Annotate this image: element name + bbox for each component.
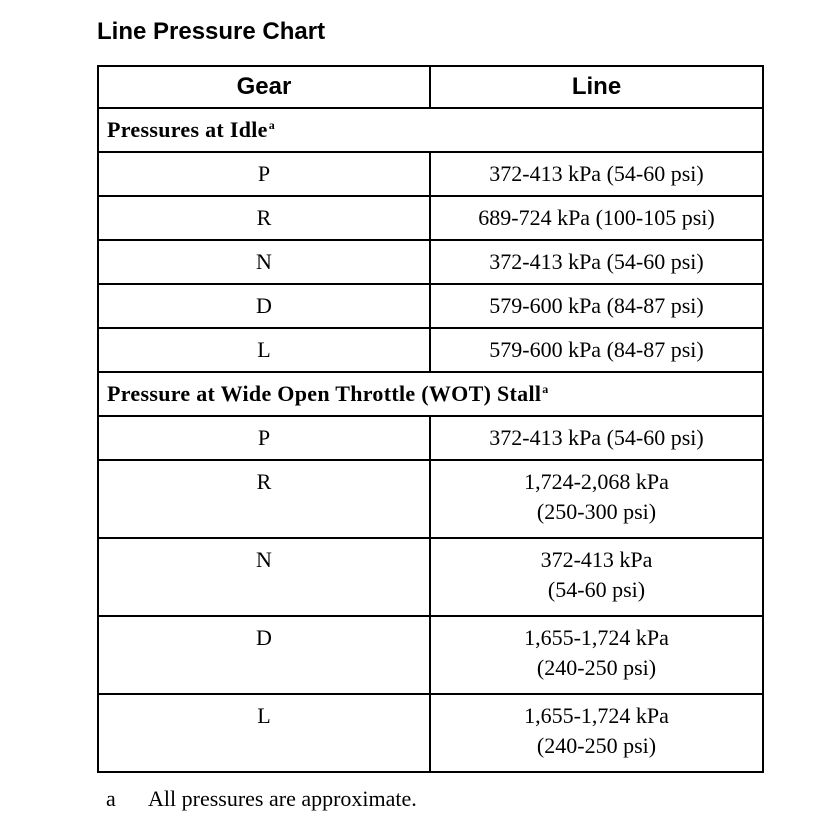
line-pressure-cell <box>430 694 763 772</box>
gear-cell: D <box>98 284 430 328</box>
table-body <box>98 108 763 772</box>
line-pressure-text: (240-250 psi) <box>536 655 657 680</box>
footnote-text: All pressures are approximate. <box>148 786 417 811</box>
footnote-mark: a <box>106 786 116 811</box>
gear-cell: N <box>98 240 430 284</box>
line-pressure-cell <box>430 284 763 328</box>
gear-cell: D <box>98 616 430 694</box>
gear-cell: L <box>98 694 430 772</box>
table-row <box>98 152 763 196</box>
line-pressure-cell <box>430 416 763 460</box>
line-pressure-text: 579-600 kPa (84-87 psi) <box>489 293 704 318</box>
line-pressure-text: (250-300 psi) <box>536 499 657 524</box>
gear-cell: N <box>98 538 430 616</box>
line-pressure-text: 1,655-1,724 kPa <box>524 703 669 728</box>
line-pressure-table <box>97 65 764 773</box>
line-pressure-cell <box>430 152 763 196</box>
section-label: Pressure at Wide Open Throttle (WOT) Stall <box>107 381 542 406</box>
section-heading <box>98 372 763 416</box>
line-pressure-text: 579-600 kPa (84-87 psi) <box>489 337 704 362</box>
line-pressure-cell <box>430 538 763 616</box>
header-row <box>98 66 763 108</box>
line-pressure-text: (54-60 psi) <box>547 577 646 602</box>
header-line: Line <box>430 66 763 108</box>
line-pressure-text: 372-413 kPa (54-60 psi) <box>489 425 704 450</box>
gear-cell: R <box>98 460 430 538</box>
line-pressure-text: 689-724 kPa (100-105 psi) <box>478 205 715 230</box>
table-row <box>98 416 763 460</box>
table-row <box>98 328 763 372</box>
gear-cell: P <box>98 152 430 196</box>
line-pressure-text: 372-413 kPa (54-60 psi) <box>489 161 704 186</box>
line-pressure-cell <box>430 240 763 284</box>
table-row <box>98 196 763 240</box>
page-title: Line Pressure Chart <box>97 18 326 45</box>
line-pressure-text: 1,655-1,724 kPa <box>524 625 669 650</box>
line-pressure-text: 1,724-2,068 kPa <box>524 469 669 494</box>
gear-cell: R <box>98 196 430 240</box>
line-pressure-text: 372-413 kPa <box>540 547 653 572</box>
line-pressure-cell <box>430 616 763 694</box>
gear-cell: L <box>98 328 430 372</box>
table-row <box>98 284 763 328</box>
line-pressure-text: (240-250 psi) <box>536 733 657 758</box>
section-label: Pressures at Idle <box>107 117 268 142</box>
section-row <box>98 108 763 152</box>
line-pressure-cell <box>430 328 763 372</box>
header-gear: Gear <box>98 66 430 108</box>
line-pressure-cell <box>430 460 763 538</box>
table-row <box>98 460 763 538</box>
footnote-reference: a <box>268 118 276 132</box>
gear-cell: P <box>98 416 430 460</box>
footnote <box>106 786 417 812</box>
footnote-reference: a <box>542 382 549 396</box>
line-pressure-text: 372-413 kPa (54-60 psi) <box>489 249 704 274</box>
table-row <box>98 694 763 772</box>
section-row <box>98 372 763 416</box>
section-heading <box>98 108 763 152</box>
table-row <box>98 240 763 284</box>
table-row <box>98 616 763 694</box>
line-pressure-cell <box>430 196 763 240</box>
table-row <box>98 538 763 616</box>
